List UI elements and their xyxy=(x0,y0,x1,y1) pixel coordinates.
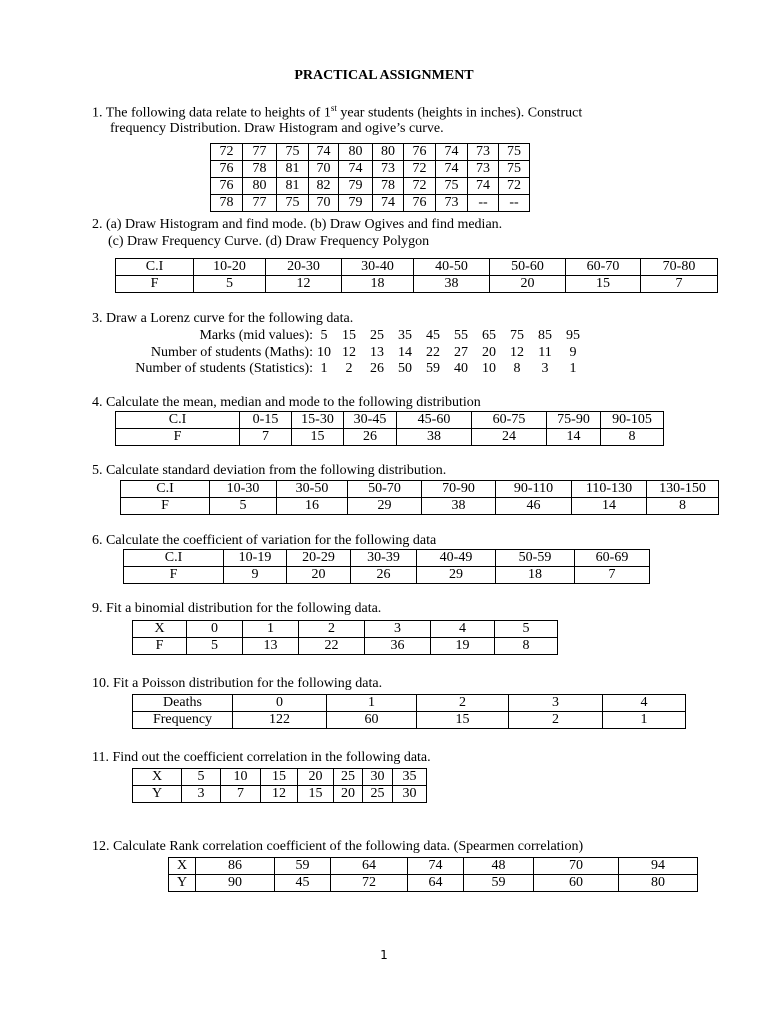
value-cell: 12 xyxy=(510,345,524,360)
q4-line1: 4. Calculate the mean, median and mode to the following distribution xyxy=(92,395,481,410)
table-cell: 20-29 xyxy=(287,550,351,567)
table-cell: 60-69 xyxy=(575,550,650,567)
table-cell: 2 xyxy=(417,695,509,712)
value-cell: 25 xyxy=(370,328,384,343)
table-cell: 25 xyxy=(334,769,363,786)
table-cell: 74 xyxy=(309,144,339,161)
table-row xyxy=(121,498,719,515)
value-cell: 65 xyxy=(482,328,496,343)
q9-line1: 9. Fit a binomial distribution for the following data. xyxy=(92,601,382,616)
table-cell: 8 xyxy=(647,498,719,515)
row-header-cell: F xyxy=(116,429,240,446)
value-cell: 9 xyxy=(569,345,577,360)
q10-line1: 10. Fit a Poisson distribution for the following data. xyxy=(92,676,383,691)
row-header-cell: F xyxy=(116,276,194,293)
table-cell: 25 xyxy=(363,786,393,803)
row-header-cell: C.I xyxy=(124,550,224,567)
table-cell: 2 xyxy=(509,712,603,729)
page-title: PRACTICAL ASSIGNMENT xyxy=(294,68,474,83)
table-cell: 90 xyxy=(196,875,275,892)
table-row xyxy=(133,786,427,803)
q6-line1: 6. Calculate the coefficient of variation for the following data xyxy=(92,533,437,548)
table-row xyxy=(133,769,427,786)
q5-line1: 5. Calculate standard deviation from the following distribution. xyxy=(92,463,447,478)
table-cell: 8 xyxy=(495,638,558,655)
table-row xyxy=(133,695,686,712)
table-cell: 4 xyxy=(603,695,686,712)
table-row xyxy=(211,178,530,195)
table-cell: 75 xyxy=(499,144,530,161)
q2-line2: (c) Draw Frequency Curve. (d) Draw Frequency Polygon xyxy=(108,234,430,249)
table-row xyxy=(133,638,558,655)
table-cell: 72 xyxy=(404,161,436,178)
table-row xyxy=(211,195,530,212)
row-header-cell: 76 xyxy=(211,178,243,195)
page-number: 1 xyxy=(380,948,388,962)
q3-row-label: Number of students (Statistics): xyxy=(135,361,313,376)
table-cell: 5 xyxy=(182,769,221,786)
table-cell: 64 xyxy=(408,875,464,892)
row-header-cell: Deaths xyxy=(133,695,233,712)
value-cell: 2 xyxy=(345,361,353,376)
table-cell: 12 xyxy=(261,786,298,803)
table-cell: 79 xyxy=(339,178,373,195)
table-cell: 94 xyxy=(619,858,698,875)
table-cell: 4 xyxy=(431,621,495,638)
q1-text-b: year students (heights in inches). Construct xyxy=(336,105,583,121)
table-cell: 9 xyxy=(224,567,287,584)
table-cell: 13 xyxy=(243,638,299,655)
table-cell: 7 xyxy=(575,567,650,584)
table-row xyxy=(133,621,558,638)
table-cell: 50-59 xyxy=(496,550,575,567)
value-cell: 85 xyxy=(538,328,552,343)
q11-correlation-table xyxy=(132,768,427,803)
table-cell: 5 xyxy=(495,621,558,638)
q3-row-maths xyxy=(0,344,587,361)
table-cell: 50-60 xyxy=(490,259,566,276)
q12-line1: 12. Calculate Rank correlation coefficient of the following data. (Spearmen correlation) xyxy=(92,839,584,854)
table-cell: 77 xyxy=(243,195,277,212)
table-cell: 81 xyxy=(277,178,309,195)
value-cell: 11 xyxy=(538,345,552,360)
table-cell: 73 xyxy=(436,195,468,212)
row-header-cell: 78 xyxy=(211,195,243,212)
table-row xyxy=(169,875,698,892)
value-cell: 50 xyxy=(398,361,412,376)
table-cell: 74 xyxy=(436,144,468,161)
table-cell: 60 xyxy=(534,875,619,892)
table-cell: 74 xyxy=(339,161,373,178)
q3-row-marks xyxy=(0,327,587,344)
table-cell: 30 xyxy=(393,786,427,803)
q10-poisson-table xyxy=(132,694,686,729)
table-cell: 80 xyxy=(373,144,404,161)
table-cell: 82 xyxy=(309,178,339,195)
table-cell: 12 xyxy=(266,276,342,293)
table-cell: 1 xyxy=(327,695,417,712)
table-cell: 110-130 xyxy=(572,481,647,498)
table-cell: 26 xyxy=(344,429,397,446)
value-cell: 12 xyxy=(342,345,356,360)
table-cell: 76 xyxy=(404,144,436,161)
table-cell: 15 xyxy=(566,276,641,293)
table-cell: 46 xyxy=(496,498,572,515)
table-row xyxy=(133,712,686,729)
value-cell: 59 xyxy=(426,361,440,376)
table-cell: 2 xyxy=(299,621,365,638)
row-header-cell: C.I xyxy=(116,412,240,429)
value-cell: 22 xyxy=(426,345,440,360)
table-cell: 30-45 xyxy=(344,412,397,429)
table-cell: 30-40 xyxy=(342,259,414,276)
q4-frequency-table xyxy=(115,411,664,446)
table-row xyxy=(121,481,719,498)
table-cell: 0-15 xyxy=(240,412,292,429)
row-header-cell: Y xyxy=(169,875,196,892)
table-cell: 20 xyxy=(287,567,351,584)
row-header-cell: X xyxy=(133,769,182,786)
table-cell: 15 xyxy=(261,769,298,786)
table-cell: 74 xyxy=(436,161,468,178)
row-header-cell: X xyxy=(169,858,196,875)
table-cell: 75 xyxy=(499,161,530,178)
table-cell: 78 xyxy=(373,178,404,195)
table-cell: 29 xyxy=(348,498,422,515)
table-cell: 73 xyxy=(373,161,404,178)
table-cell: 15-30 xyxy=(292,412,344,429)
q3-row-label: Number of students (Maths): xyxy=(150,345,313,360)
table-cell: 38 xyxy=(414,276,490,293)
table-cell: 72 xyxy=(404,178,436,195)
value-cell: 20 xyxy=(482,345,496,360)
table-cell: 70 xyxy=(309,195,339,212)
q3-row-values xyxy=(313,327,587,344)
table-cell: 5 xyxy=(187,638,243,655)
table-cell: 40-50 xyxy=(414,259,490,276)
q2-line1: 2. (a) Draw Histogram and find mode. (b) Draw Ogives and find median. xyxy=(92,217,503,232)
q3-row-label: Marks (mid values): xyxy=(199,328,313,343)
q9-binomial-table xyxy=(132,620,558,655)
table-cell: 75-90 xyxy=(547,412,601,429)
value-cell: 10 xyxy=(317,345,331,360)
table-cell: 78 xyxy=(243,161,277,178)
table-cell: 74 xyxy=(408,858,464,875)
table-cell: 81 xyxy=(277,161,309,178)
table-cell: 20 xyxy=(334,786,363,803)
table-cell: 24 xyxy=(472,429,547,446)
table-cell: 38 xyxy=(397,429,472,446)
q1-superscript: st xyxy=(330,103,337,113)
table-cell: 64 xyxy=(331,858,408,875)
table-cell: 0 xyxy=(233,695,327,712)
table-cell: 73 xyxy=(468,161,499,178)
table-cell: 40-49 xyxy=(417,550,496,567)
table-cell: 19 xyxy=(431,638,495,655)
table-cell: 20 xyxy=(298,769,334,786)
table-cell: 80 xyxy=(243,178,277,195)
table-cell: 18 xyxy=(496,567,575,584)
value-cell: 5 xyxy=(320,328,328,343)
table-cell: 30-50 xyxy=(277,481,348,498)
table-cell: 79 xyxy=(339,195,373,212)
row-header-cell: C.I xyxy=(121,481,210,498)
table-cell: 38 xyxy=(422,498,496,515)
table-cell: 73 xyxy=(468,144,499,161)
table-cell: 70 xyxy=(309,161,339,178)
table-cell: 20 xyxy=(490,276,566,293)
row-header-cell: F xyxy=(121,498,210,515)
table-cell: 90-105 xyxy=(601,412,664,429)
value-cell: 55 xyxy=(454,328,468,343)
value-cell: 27 xyxy=(454,345,468,360)
q3-row-values xyxy=(313,360,587,377)
table-cell: 16 xyxy=(277,498,348,515)
table-cell: 14 xyxy=(547,429,601,446)
row-header-cell: Y xyxy=(133,786,182,803)
table-cell: 10-19 xyxy=(224,550,287,567)
table-cell: 59 xyxy=(275,858,331,875)
q5-frequency-table xyxy=(120,480,719,515)
table-cell: 15 xyxy=(298,786,334,803)
table-cell: 74 xyxy=(373,195,404,212)
table-cell: 122 xyxy=(233,712,327,729)
table-cell: 130-150 xyxy=(647,481,719,498)
value-cell: 3 xyxy=(541,361,549,376)
q6-frequency-table xyxy=(123,549,650,584)
table-cell: 90-110 xyxy=(496,481,572,498)
table-cell: 18 xyxy=(342,276,414,293)
q12-rank-table xyxy=(168,857,698,892)
table-cell: 70-80 xyxy=(641,259,718,276)
table-cell: 86 xyxy=(196,858,275,875)
value-cell: 8 xyxy=(513,361,521,376)
table-cell: 22 xyxy=(299,638,365,655)
row-header-cell: Frequency xyxy=(133,712,233,729)
value-cell: 35 xyxy=(398,328,412,343)
q3-row-values xyxy=(313,344,587,361)
table-cell: 5 xyxy=(194,276,266,293)
q3-line1: 3. Draw a Lorenz curve for the following data. xyxy=(92,311,354,326)
table-cell: 48 xyxy=(464,858,534,875)
table-cell: 7 xyxy=(240,429,292,446)
table-cell: 29 xyxy=(417,567,496,584)
table-cell: 70 xyxy=(534,858,619,875)
table-cell: 10-20 xyxy=(194,259,266,276)
table-cell: 14 xyxy=(572,498,647,515)
table-cell: 76 xyxy=(404,195,436,212)
table-cell: 8 xyxy=(601,429,664,446)
table-cell: 75 xyxy=(277,144,309,161)
row-header-cell: 72 xyxy=(211,144,243,161)
value-cell: 13 xyxy=(370,345,384,360)
table-cell: 30-39 xyxy=(351,550,417,567)
table-cell: 30 xyxy=(363,769,393,786)
table-cell: 20-30 xyxy=(266,259,342,276)
table-row xyxy=(116,412,664,429)
table-cell: 36 xyxy=(365,638,431,655)
value-cell: 10 xyxy=(482,361,496,376)
table-cell: 15 xyxy=(292,429,344,446)
table-cell: 7 xyxy=(641,276,718,293)
table-cell: 3 xyxy=(182,786,221,803)
table-cell: 80 xyxy=(619,875,698,892)
value-cell: 1 xyxy=(569,361,577,376)
table-cell: 50-70 xyxy=(348,481,422,498)
q1-heights-table xyxy=(210,143,530,212)
table-cell: -- xyxy=(499,195,530,212)
table-cell: 75 xyxy=(436,178,468,195)
q3-row-statistics xyxy=(0,360,587,377)
value-cell: 40 xyxy=(454,361,468,376)
table-cell: 70-90 xyxy=(422,481,496,498)
table-cell: 15 xyxy=(417,712,509,729)
value-cell: 14 xyxy=(398,345,412,360)
table-cell: 60-75 xyxy=(472,412,547,429)
table-cell: 10 xyxy=(221,769,261,786)
table-row xyxy=(116,429,664,446)
value-cell: 26 xyxy=(370,361,384,376)
table-cell: 1 xyxy=(603,712,686,729)
table-row xyxy=(116,259,718,276)
value-cell: 75 xyxy=(510,328,524,343)
table-cell: 74 xyxy=(468,178,499,195)
table-cell: 35 xyxy=(393,769,427,786)
table-row xyxy=(116,276,718,293)
table-row xyxy=(124,550,650,567)
table-cell: 77 xyxy=(243,144,277,161)
value-cell: 95 xyxy=(566,328,580,343)
table-cell: 60-70 xyxy=(566,259,641,276)
table-cell: 3 xyxy=(365,621,431,638)
table-cell: 1 xyxy=(243,621,299,638)
value-cell: 1 xyxy=(320,361,328,376)
table-cell: 60 xyxy=(327,712,417,729)
table-row xyxy=(169,858,698,875)
row-header-cell: F xyxy=(124,567,224,584)
table-cell: 7 xyxy=(221,786,261,803)
table-cell: 80 xyxy=(339,144,373,161)
table-cell: -- xyxy=(468,195,499,212)
table-row xyxy=(211,144,530,161)
q1-text-a: 1. The following data relate to heights of 1 xyxy=(92,105,331,121)
table-cell: 26 xyxy=(351,567,417,584)
row-header-cell: X xyxy=(133,621,187,638)
q2-frequency-table xyxy=(115,258,718,293)
row-header-cell: C.I xyxy=(116,259,194,276)
table-row xyxy=(211,161,530,178)
row-header-cell: F xyxy=(133,638,187,655)
table-row xyxy=(124,567,650,584)
table-cell: 45 xyxy=(275,875,331,892)
q1-line1 xyxy=(92,100,582,122)
row-header-cell: 76 xyxy=(211,161,243,178)
table-cell: 0 xyxy=(187,621,243,638)
table-cell: 59 xyxy=(464,875,534,892)
q11-line1: 11. Find out the coefficient correlation in the following data. xyxy=(92,750,431,765)
table-cell: 5 xyxy=(210,498,277,515)
table-cell: 45-60 xyxy=(397,412,472,429)
table-cell: 10-30 xyxy=(210,481,277,498)
table-cell: 72 xyxy=(331,875,408,892)
q1-line2: frequency Distribution. Draw Histogram and ogive’s curve. xyxy=(110,121,444,136)
value-cell: 15 xyxy=(342,328,356,343)
value-cell: 45 xyxy=(426,328,440,343)
table-cell: 72 xyxy=(499,178,530,195)
table-cell: 3 xyxy=(509,695,603,712)
table-cell: 75 xyxy=(277,195,309,212)
